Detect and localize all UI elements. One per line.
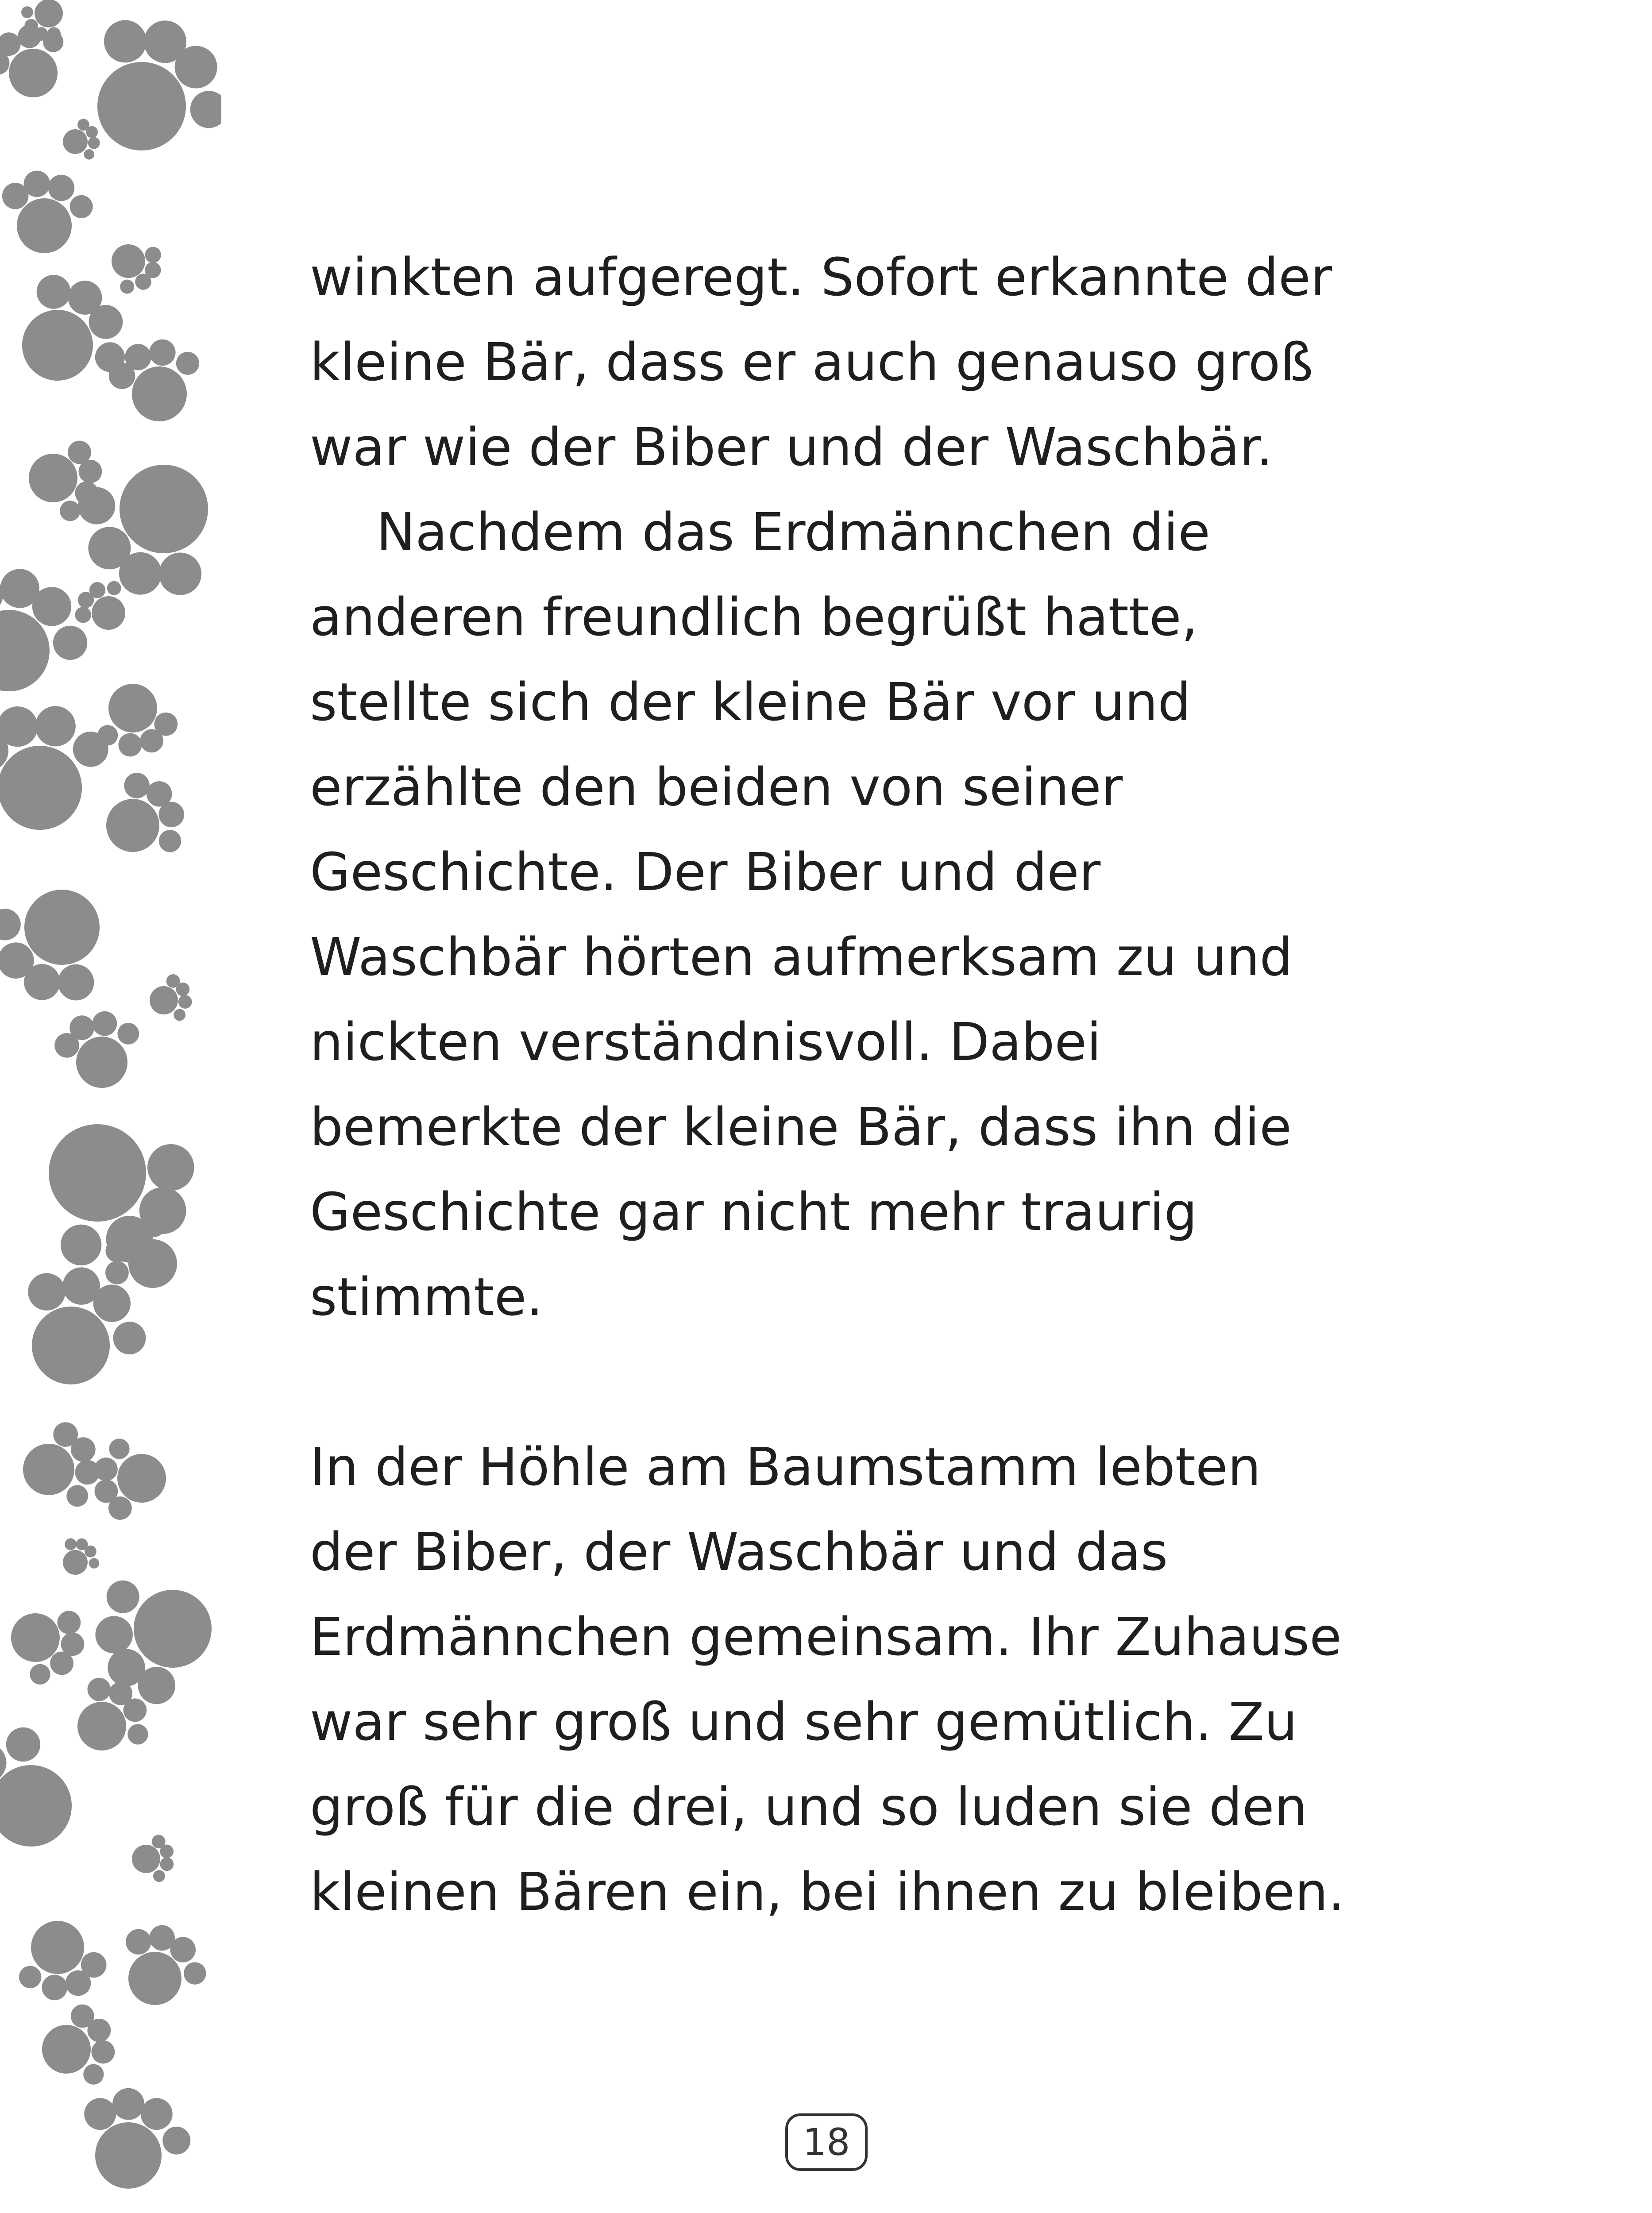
paw-print-icon [71,2,221,176]
paw-print-icon [55,1533,105,1582]
paw-print-border [0,0,221,2213]
paw-print-icon [100,320,218,436]
text-line: Geschichte gar nicht mehr traurig [310,1181,1197,1242]
paw-print-icon [126,1831,182,1889]
paw-print-icon [46,993,156,1102]
text-line: Geschichte. Der Biber und der [310,841,1101,902]
text-line: kleinen Bären ein, bei ihnen zu bleiben. [310,1861,1345,1922]
paw-print-icon [29,1997,132,2101]
paw-print-icon [116,1919,213,2013]
paw-print-icon [4,1601,90,1691]
text-line: war sehr groß und sehr gemütlich. Zu [310,1691,1297,1752]
paw-print-icon [102,235,168,303]
paragraph-gap [310,1339,1372,1424]
text-line: winkten aufgeregt. Sofort erkannte der [310,247,1332,308]
text-line: groß für die drei, und so luden sie den [310,1776,1308,1837]
text-line: Nachdem das Erdmännchen die [376,501,1210,563]
paw-print-icon [89,761,205,878]
paw-print-icon [0,1716,84,1866]
text-line: nickten verständnisvoll. Dabei [310,1011,1101,1072]
paw-print-icon [0,162,100,259]
text-line: kleine Bär, dass er auch genauso groß [310,332,1313,393]
text-line: Erdmännchen gemeinsam. Ihr Zuhause [310,1606,1342,1667]
text-line: erzählte den beiden von seiner [310,756,1123,817]
paw-print-icon [0,868,122,1016]
text-line: Waschbär hörten aufmerksam zu und [310,926,1293,987]
paw-print-icon [84,2088,190,2189]
text-line: stellte sich der kleine Bär vor und [310,671,1191,733]
story-text [310,235,1372,1934]
text-line: der Biber, der Waschbär und das [310,1521,1168,1582]
page-number: 18 [785,2113,868,2171]
paw-print-icon [142,970,202,1030]
text-line: war wie der Biber und der Waschbär. [310,416,1273,478]
paw-print-icon [0,560,98,704]
text-line: bemerkte der kleine Bär, dass ihn die [310,1096,1292,1157]
text-line: anderen freundlich begrüßt hatte, [310,586,1198,648]
paw-print-icon [1,1907,115,2019]
paw-print-icon [55,439,221,613]
text-line: stimmte. [310,1266,543,1327]
text-line: In der Höhle am Baumstamm lebten [310,1436,1261,1497]
